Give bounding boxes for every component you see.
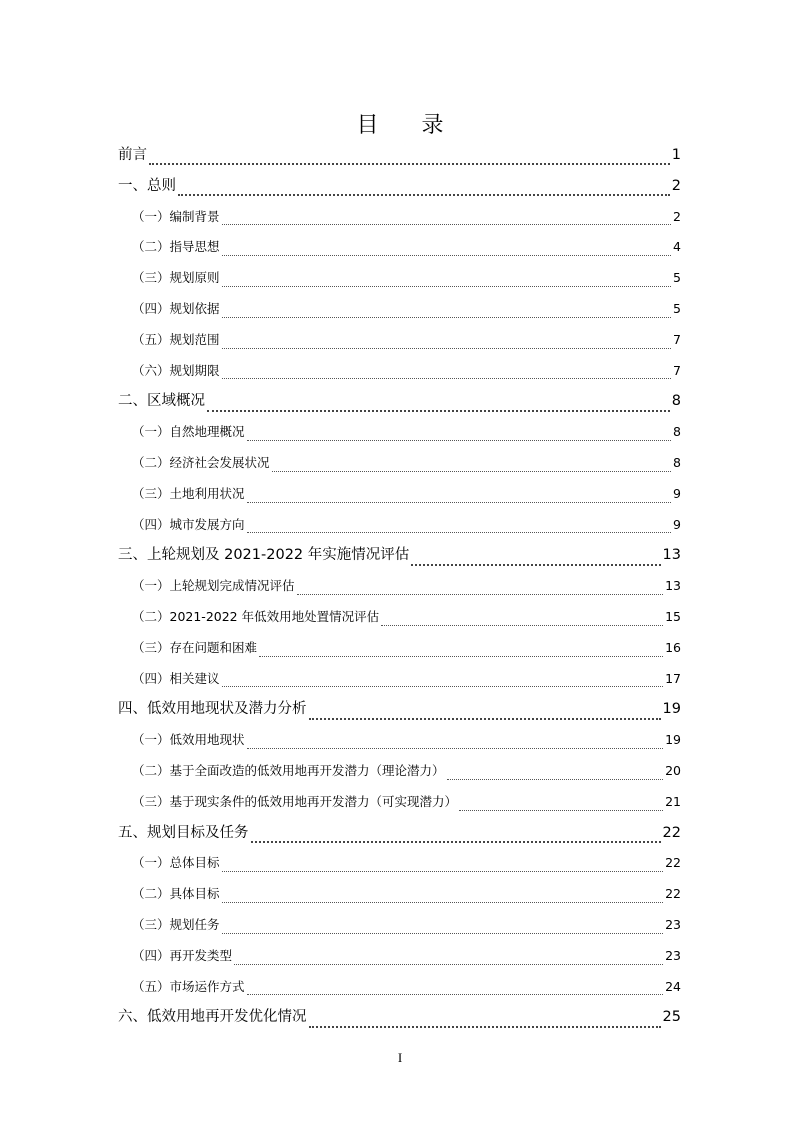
entry-page-number: 1 (671, 147, 681, 163)
toc-section-entry[interactable] (118, 790, 681, 821)
entry-page-number: 8 (673, 454, 681, 470)
toc-chapter-entry[interactable] (118, 1005, 681, 1036)
entry-label: （四）再开发类型 (132, 947, 233, 963)
toc-section-entry[interactable] (118, 205, 681, 236)
dot-leader (149, 163, 670, 165)
entry-label: （五）市场运作方式 (132, 978, 245, 994)
entry-page-number: 19 (662, 701, 681, 718)
dot-leader (309, 1026, 661, 1028)
dot-leader (259, 656, 663, 657)
toc-section-entry[interactable] (118, 451, 681, 482)
entry-page-number: 8 (671, 393, 681, 410)
dot-leader (222, 255, 672, 256)
entry-label: （五）规划范围 (132, 331, 220, 347)
dot-leader (247, 994, 664, 995)
toc-section-entry[interactable] (118, 851, 681, 882)
toc-section-entry[interactable] (118, 266, 681, 297)
toc-section-entry[interactable] (118, 420, 681, 451)
toc-chapter-entry[interactable] (118, 174, 681, 205)
toc-section-entry[interactable] (118, 882, 681, 913)
entry-page-number: 21 (665, 793, 681, 809)
dot-leader (222, 224, 672, 225)
toc-section-entry[interactable] (118, 235, 681, 266)
dot-leader (272, 471, 672, 472)
entry-page-number: 5 (673, 300, 681, 316)
toc-chapter-entry[interactable] (118, 697, 681, 728)
dot-leader (297, 594, 664, 595)
toc-chapter-entry[interactable] (118, 543, 681, 574)
dot-leader (222, 378, 672, 379)
entry-page-number: 4 (673, 239, 681, 255)
entry-page-number: 23 (665, 947, 681, 963)
entry-page-number: 22 (665, 855, 681, 871)
dot-leader (222, 286, 672, 287)
entry-label: （二）具体目标 (132, 886, 220, 902)
entry-page-number: 17 (665, 670, 681, 686)
entry-label: （一）编制背景 (132, 208, 220, 224)
toc-section-entry[interactable] (118, 605, 681, 636)
entry-label: （四）规划依据 (132, 300, 220, 316)
entry-page-number: 8 (673, 424, 681, 440)
toc-section-entry[interactable] (118, 574, 681, 605)
entry-label: （二）基于全面改造的低效用地再开发潜力（理论潜力） (132, 762, 445, 778)
dot-leader (222, 686, 664, 687)
entry-label: （四）城市发展方向 (132, 516, 245, 532)
entry-page-number: 13 (662, 547, 681, 564)
dot-leader (251, 841, 661, 843)
entry-page-number: 13 (665, 578, 681, 594)
table-of-contents (118, 143, 681, 1036)
dot-leader (222, 317, 672, 318)
dot-leader (447, 779, 664, 780)
toc-section-entry[interactable] (118, 728, 681, 759)
dot-leader (411, 564, 660, 566)
entry-page-number: 2 (671, 177, 681, 194)
entry-page-number: 7 (673, 362, 681, 378)
entry-label: （三）规划原则 (132, 270, 220, 286)
entry-label: （二）2021-2022 年低效用地处置情况评估 (132, 608, 380, 624)
entry-label: （一）低效用地现状 (132, 732, 245, 748)
entry-label: 四、低效用地现状及潜力分析 (118, 701, 307, 718)
entry-label: 一、总则 (118, 177, 176, 194)
toc-section-entry[interactable] (118, 297, 681, 328)
dot-leader (178, 194, 670, 196)
entry-label: （六）规划期限 (132, 362, 220, 378)
entry-page-number: 9 (673, 516, 681, 532)
entry-label: （三）规划任务 (132, 916, 220, 932)
toc-section-entry[interactable] (118, 759, 681, 790)
entry-page-number: 5 (673, 270, 681, 286)
dot-leader (207, 410, 670, 412)
entry-label: （四）相关建议 (132, 670, 220, 686)
entry-label: 五、规划目标及任务 (118, 824, 249, 841)
entry-label: （二）指导思想 (132, 239, 220, 255)
dot-leader (247, 440, 672, 441)
entry-page-number: 24 (665, 978, 681, 994)
toc-section-entry[interactable] (118, 975, 681, 1006)
entry-label: 六、低效用地再开发优化情况 (118, 1009, 307, 1026)
entry-page-number: 15 (665, 608, 681, 624)
entry-label: 前言 (118, 147, 147, 163)
entry-page-number: 2 (673, 208, 681, 224)
entry-label: （一）上轮规划完成情况评估 (132, 578, 295, 594)
toc-chapter-entry[interactable] (118, 143, 681, 174)
entry-label: 三、上轮规划及 2021-2022 年实施情况评估 (118, 547, 410, 564)
entry-label: （一）自然地理概况 (132, 424, 245, 440)
entry-page-number: 22 (662, 824, 681, 841)
entry-label: （一）总体目标 (132, 855, 220, 871)
entry-page-number: 23 (665, 916, 681, 932)
entry-page-number: 20 (665, 762, 681, 778)
toc-section-entry[interactable] (118, 667, 681, 698)
toc-chapter-entry[interactable] (118, 389, 681, 420)
entry-page-number: 7 (673, 331, 681, 347)
entry-label: 二、区域概况 (118, 393, 205, 410)
entry-page-number: 9 (673, 485, 681, 501)
toc-section-entry[interactable] (118, 328, 681, 359)
dot-leader (234, 964, 663, 965)
entry-label: （三）基于现实条件的低效用地再开发潜力（可实现潜力） (132, 793, 458, 809)
entry-page-number: 22 (665, 886, 681, 902)
dot-leader (222, 902, 664, 903)
toc-section-entry[interactable] (118, 636, 681, 667)
dot-leader (247, 532, 672, 533)
entry-label: （三）存在问题和困难 (132, 639, 258, 655)
dot-leader (309, 718, 661, 720)
dot-leader (381, 625, 663, 626)
entry-page-number: 25 (662, 1009, 681, 1026)
toc-title: 目 录 (356, 113, 462, 138)
dot-leader (247, 748, 664, 749)
toc-section-entry[interactable] (118, 359, 681, 390)
entry-page-number: 19 (665, 732, 681, 748)
toc-section-entry[interactable] (118, 944, 681, 975)
dot-leader (247, 502, 672, 503)
dot-leader (222, 933, 664, 934)
toc-section-entry[interactable] (118, 513, 681, 544)
entry-page-number: 16 (665, 639, 681, 655)
entry-label: （二）经济社会发展状况 (132, 454, 270, 470)
toc-chapter-entry[interactable] (118, 821, 681, 852)
dot-leader (222, 348, 672, 349)
toc-section-entry[interactable] (118, 482, 681, 513)
toc-section-entry[interactable] (118, 913, 681, 944)
page-number: I (397, 1050, 403, 1065)
entry-label: （三）土地利用状况 (132, 485, 245, 501)
dot-leader (222, 871, 664, 872)
dot-leader (459, 810, 663, 811)
